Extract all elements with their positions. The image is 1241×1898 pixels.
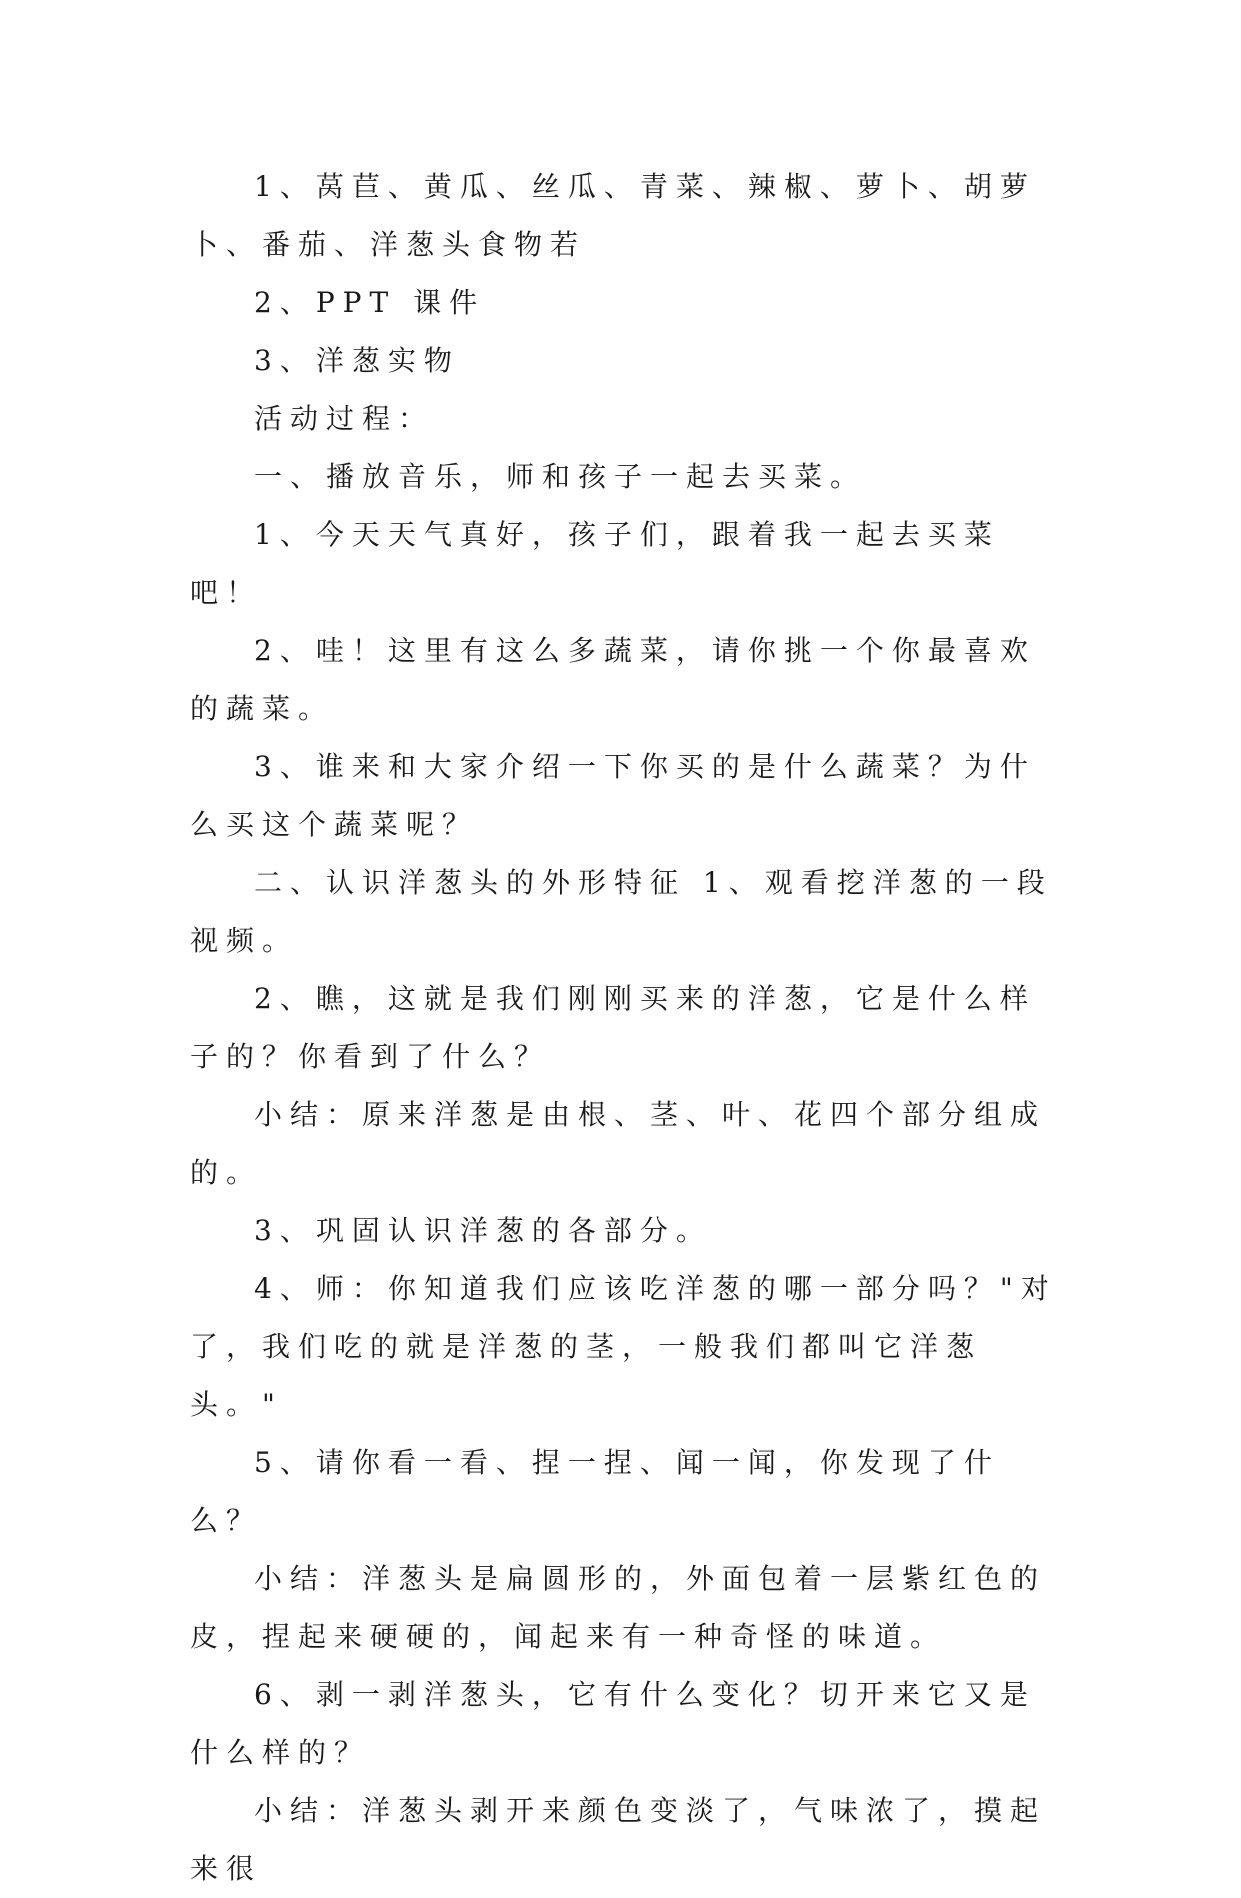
paragraph-step-one: 一、播放音乐，师和孩子一起去买菜。 — [254, 460, 867, 493]
paragraph-summary-2: 小结：洋葱头是扁圆形的，外面包着一层紫红色的皮，捏起来硬硬的，闻起来有一种奇怪的味道。 — [190, 1562, 1047, 1653]
paragraph-step-one-1: 1、今天天气真好，孩子们，跟着我一起去买菜吧！ — [190, 518, 1000, 609]
paragraph-step-one-3: 3、谁来和大家介绍一下你买的是什么蔬菜？为什么买这个蔬菜呢？ — [190, 750, 1036, 841]
paragraph-step-two: 二、认识洋葱头的外形特征 1、观看挖洋葱的一段视频。 — [190, 866, 1053, 957]
document-page — [190, 158, 1070, 1898]
paragraph-step-two-6: 6、剥一剥洋葱头，它有什么变化？切开来它又是什么样的？ — [190, 1678, 1036, 1769]
paragraph-materials-2: 2、PPT 课件 — [254, 286, 486, 319]
paragraph-step-one-2: 2、哇！这里有这么多蔬菜，请你挑一个你最喜欢的蔬菜。 — [190, 634, 1036, 725]
paragraph-materials-3: 3、洋葱实物 — [254, 344, 460, 377]
paragraph-step-two-2: 2、瞧，这就是我们刚刚买来的洋葱，它是什么样子的？你看到了什么？ — [190, 982, 1036, 1073]
paragraph-step-two-4: 4、师：你知道我们应该吃洋葱的哪一部分吗？"对了，我们吃的就是洋葱的茎，一般我们都叫它洋葱头。" — [190, 1272, 1057, 1421]
paragraph-materials-1: 1、莴苣、黄瓜、丝瓜、青菜、辣椒、萝卜、胡萝卜、番茄、洋葱头食物若 — [190, 170, 1036, 261]
paragraph-summary-1: 小结：原来洋葱是由根、茎、叶、花四个部分组成的。 — [190, 1098, 1047, 1189]
paragraph-process-heading: 活动过程： — [254, 402, 435, 435]
paragraph-summary-3: 小结：洋葱头剥开来颜色变淡了，气味浓了，摸起来很 — [190, 1794, 1047, 1885]
paragraph-step-two-5: 5、请你看一看、捏一捏、闻一闻，你发现了什么？ — [190, 1446, 1000, 1537]
paragraph-step-two-3: 3、巩固认识洋葱的各部分。 — [254, 1214, 712, 1247]
